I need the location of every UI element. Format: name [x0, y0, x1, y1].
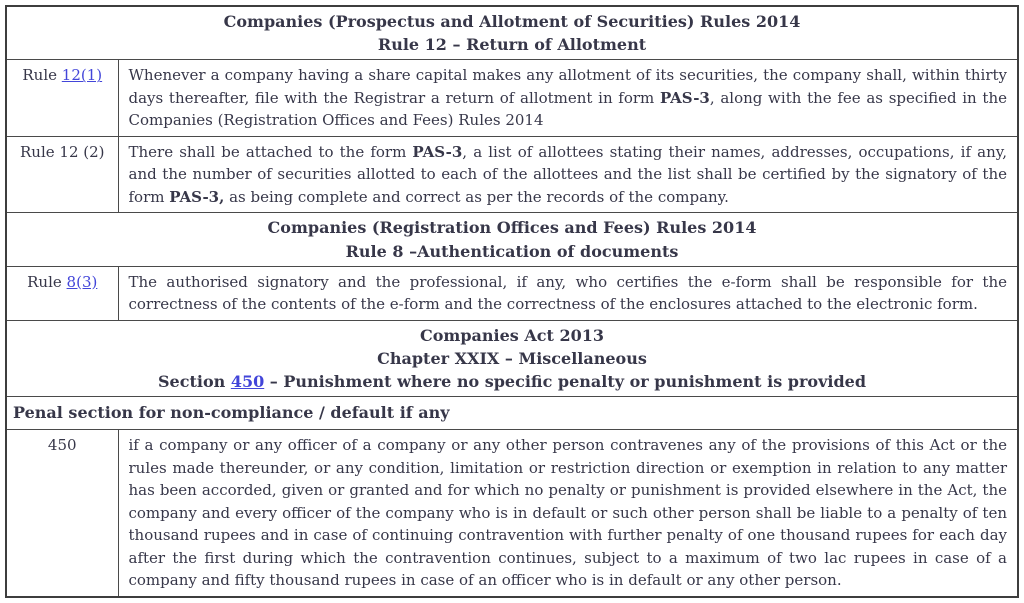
text-run: Chapter XXIX – Miscellaneous — [377, 348, 647, 368]
rule-label-cell — [6, 60, 118, 137]
section-header-cell — [6, 213, 1018, 266]
text-run: Rule — [22, 66, 62, 85]
rule-12-1-row — [6, 60, 1018, 137]
rules-table — [5, 5, 1019, 598]
section-header-companies-act-2013-row — [6, 320, 1018, 397]
rule-reference-link[interactable]: 450 — [230, 372, 265, 392]
section-header-line — [17, 240, 1007, 263]
rule-8-3-row — [6, 266, 1018, 320]
section-header-line — [17, 216, 1007, 239]
section-header-line — [17, 347, 1007, 370]
text-run: , along with the fee as specified in the Companies (Registration Offices and Fees) Rules 2014 — [128, 88, 1007, 130]
section-header-line — [17, 10, 1007, 33]
text-run: Rule 12 (2) — [20, 142, 105, 161]
section-header-prospectus-allotment-rules-row — [6, 6, 1018, 60]
text-run: Rule 12 – Return of Allotment — [377, 35, 647, 55]
section-header-line — [17, 33, 1007, 56]
text-run: There shall be attached to the form — [128, 142, 413, 161]
section-header-line — [17, 324, 1007, 347]
rule-body-cell — [118, 266, 1018, 320]
text-run: The authorised signatory and the professional, if any, who certifies the e-form shall be responsible for the correctness of the contents of the e-form and the correctness of the enclosures attached to the electronic form. — [128, 272, 1007, 314]
rule-reference-link[interactable]: 8(3) — [66, 272, 98, 291]
emphasized-text: PAS-3 — [659, 88, 710, 107]
text-run: if a company or any officer of a company or any other person contravenes any of the provisions of this Act or the rules made thereunder, or any condition, limitation or restriction direction or exemption in relation to any matter has been accorded, given or granted and for which no penalty or punishment is provided elsewhere in the Act, the company and every officer of the company who is in default or such other person shall be liable to a penalty of ten thousand rupees and in case of continuing contravention with further penalty of one thousand rupees for each day after the first during which the contravention continues, subject to a maximum of two lac rupees in case of a company and fifty thousand rupees in case of an officer who is in default or any other person. — [128, 436, 1007, 590]
section-header-cell — [6, 320, 1018, 397]
text-run: Section — [158, 372, 231, 392]
penal-section-header-row — [6, 397, 1018, 430]
rules-table-body — [6, 6, 1018, 597]
rule-label-cell — [6, 266, 118, 320]
text-run: Penal section for non-compliance / default if any — [13, 403, 450, 423]
text-run: Rule 8 –Authentication of documents — [345, 241, 679, 261]
text-run: Companies (Registration Offices and Fees) Rules 2014 — [267, 218, 757, 238]
rule-body-cell — [118, 136, 1018, 213]
text-run: Companies Act 2013 — [419, 325, 604, 345]
emphasized-text: PAS-3, — [169, 187, 225, 206]
rule-label-cell — [6, 430, 118, 597]
text-run: Whenever a company having a share capital makes any allotment of its securities, the company shall, within thirty days thereafter, file with the Registrar a return of allotment in form — [128, 66, 1007, 107]
text-run: 450 — [47, 436, 77, 455]
section-header-line — [17, 370, 1007, 393]
rule-reference-link[interactable]: 12(1) — [61, 66, 103, 85]
text-run: Companies (Prospectus and Allotment of Securities) Rules 2014 — [223, 12, 801, 31]
rule-12-2-row — [6, 136, 1018, 213]
text-run: , a list of allottees stating their names, addresses, occupations, if any, and the number of securities allotted to each of the allottees and the list shall be certified by the signatory of the form — [128, 142, 1007, 206]
section-header-cell — [6, 6, 1018, 60]
text-run: – Punishment where no specific penalty or punishment is provided — [264, 372, 866, 392]
section-450-row — [6, 430, 1018, 597]
penal-section-cell — [6, 397, 1018, 430]
emphasized-text: PAS-3 — [412, 142, 463, 161]
text-run: as being complete and correct as per the records of the company. — [224, 187, 729, 206]
section-header-registration-offices-fees-rules-row — [6, 213, 1018, 266]
rule-body-cell — [118, 430, 1018, 597]
rule-label-cell — [6, 136, 118, 213]
rule-body-cell — [118, 60, 1018, 137]
text-run: Rule — [27, 272, 67, 291]
